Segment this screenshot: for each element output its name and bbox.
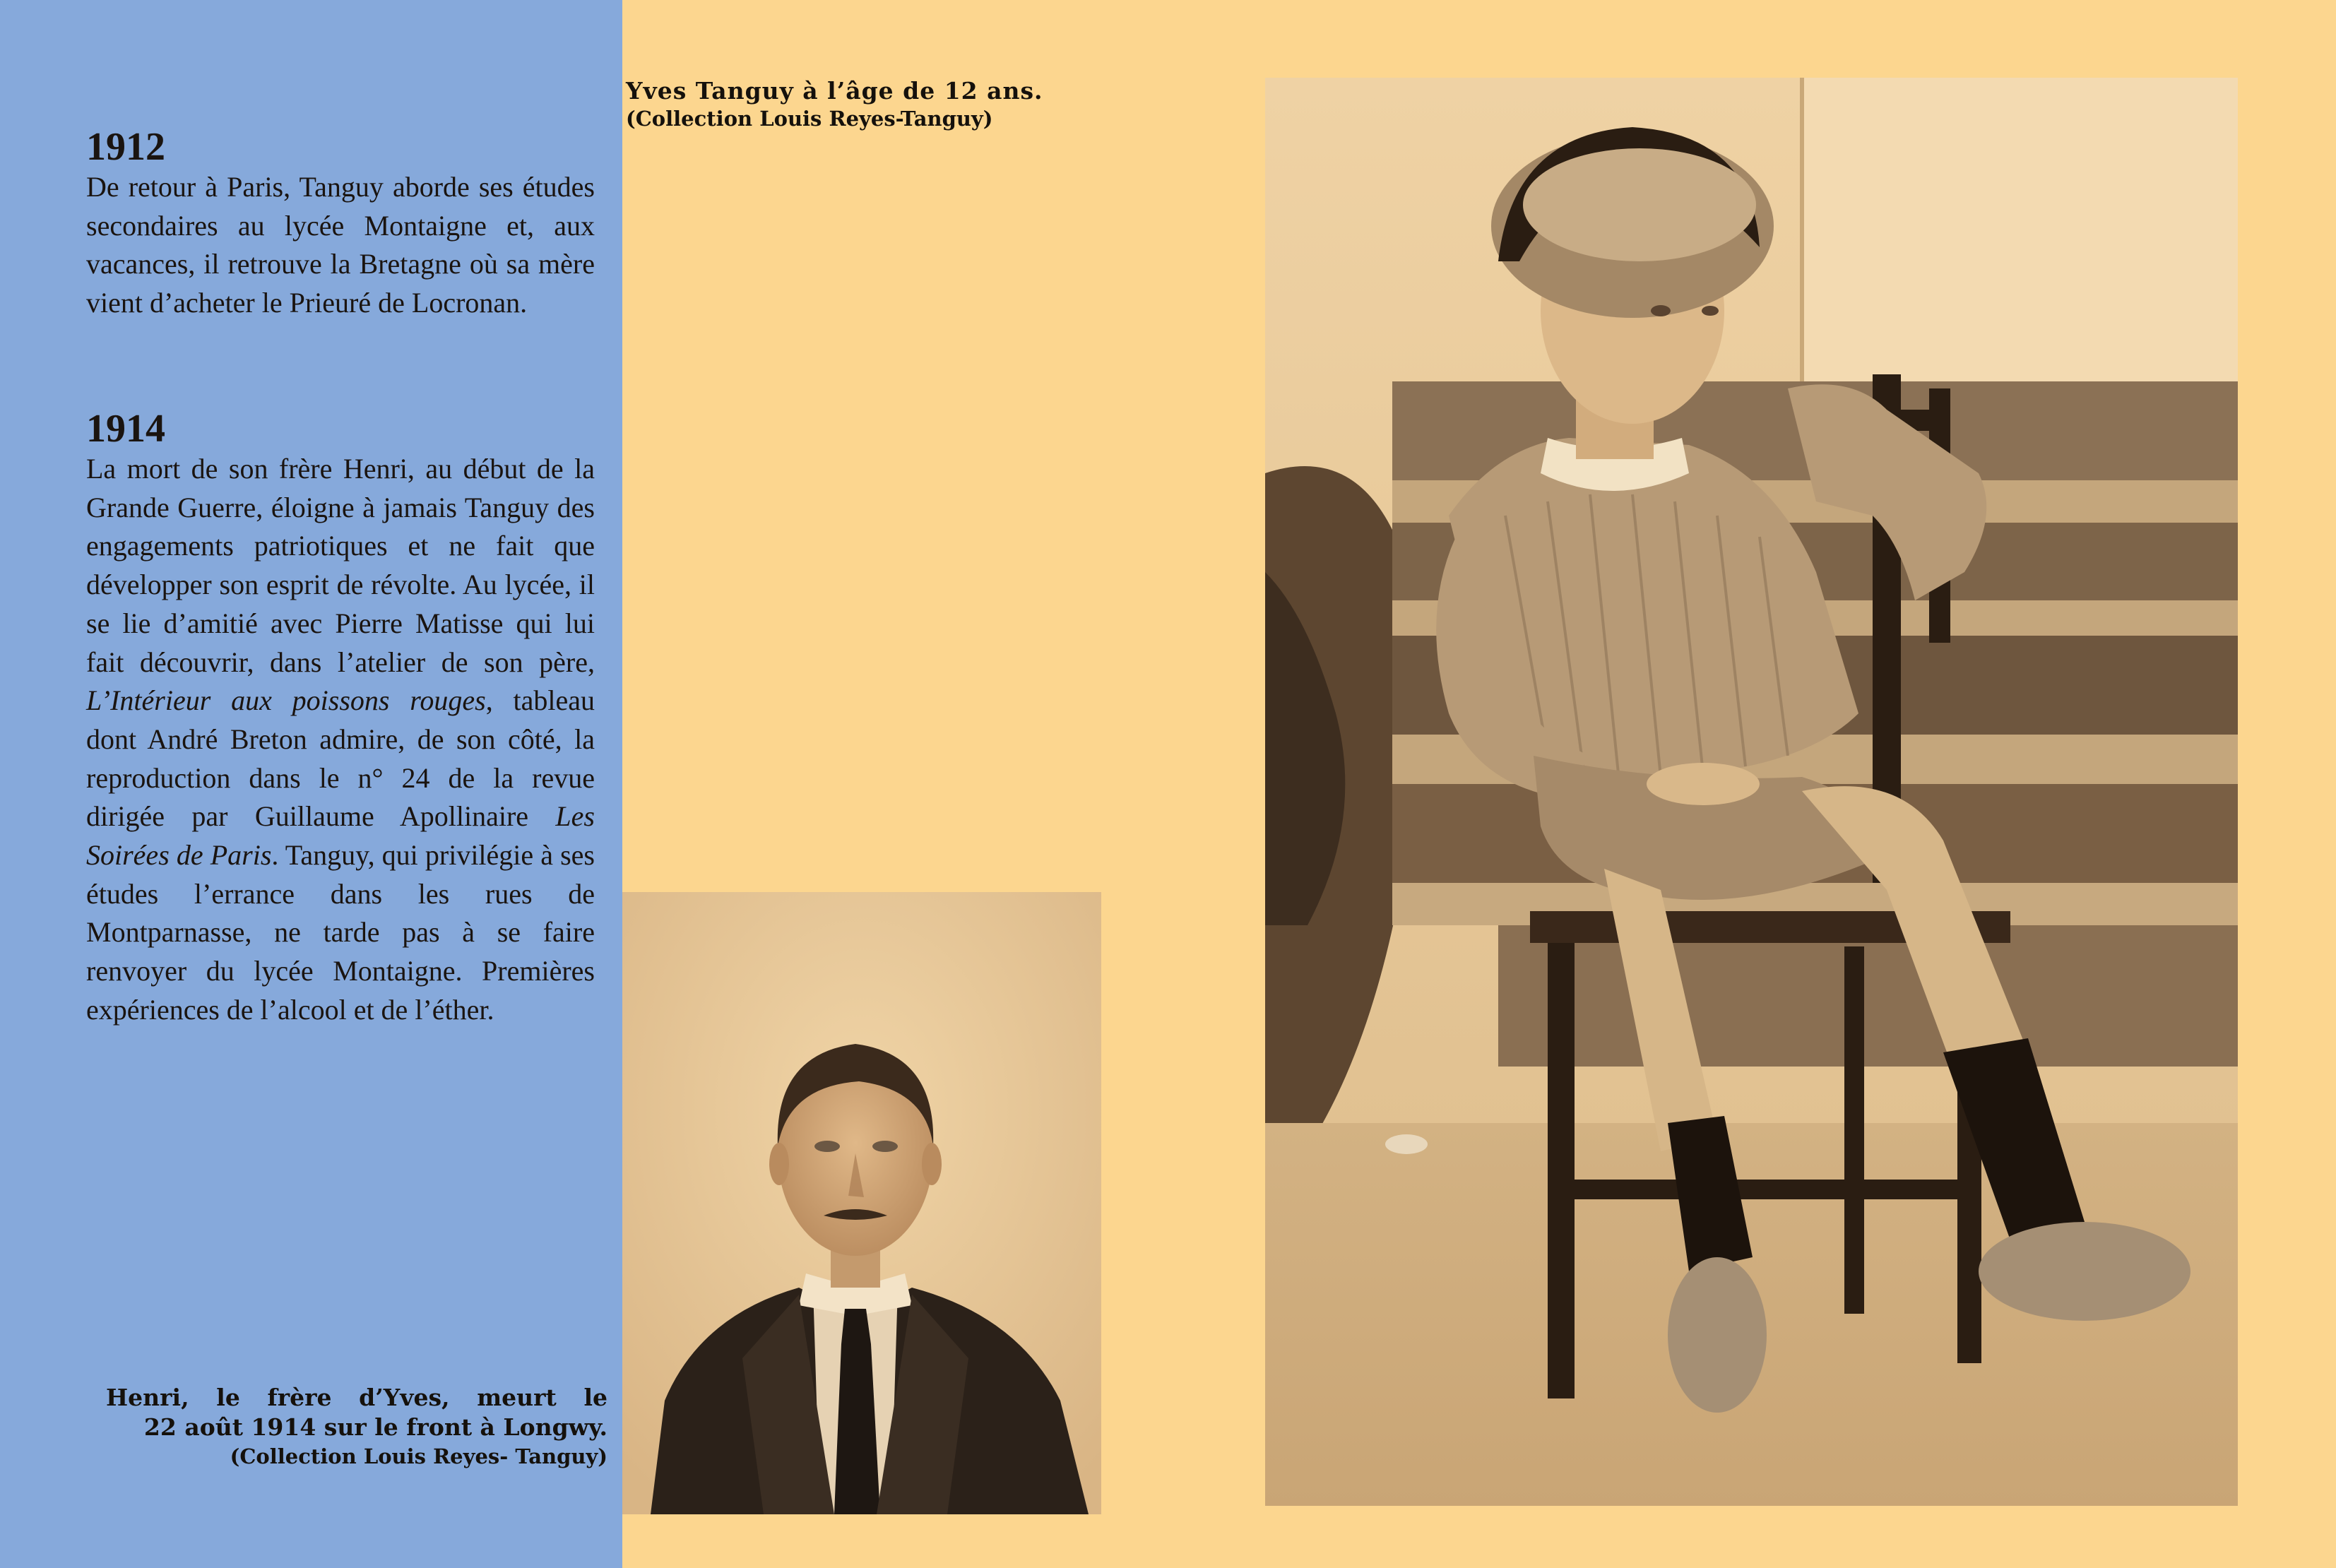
yves-caption-credit: (Collection Louis Reyes-Tanguy) [626, 107, 993, 131]
paragraph-1914-text-b: , tableau dont André Breton admire, de son côté, la reproduction dans le n° 24 de la revue dirigée par Guillaume Apollinaire [86, 684, 595, 833]
henri-photo-caption [106, 1383, 607, 1471]
chronology-1914 [86, 408, 595, 1030]
henri-caption-credit: (Collection Louis Reyes- Tanguy) [230, 1444, 607, 1468]
chronology-1912 [86, 126, 595, 323]
henri-caption-line2: 22 août 1914 sur le front à Longwy. [143, 1413, 607, 1441]
yves-child-photo [1265, 78, 2238, 1506]
yves-child-image [1265, 78, 2238, 1506]
henri-portrait-photo [622, 892, 1101, 1514]
paragraph-1914-text-c: . Tanguy, qui privilégie à ses études l’errance dans les rues de Montparnasse, ne tarde pas à se faire renvoyer du lycée Montaigne. Premières expériences de l’alcool et de l’éther. [86, 839, 595, 1026]
year-1914-heading: 1914 [86, 407, 165, 451]
yves-photo-caption [626, 76, 1078, 131]
year-1912-heading: 1912 [86, 125, 165, 169]
review-title: Les Soirées de Paris [86, 800, 595, 872]
paragraph-1912: De retour à Paris, Tanguy aborde ses études secondaires au lycée Montaigne et, aux vacances, il retrouve la Bretagne où sa mère vient d’acheter le Prieuré de Locronan. [86, 171, 595, 319]
painting-title: L’Intérieur aux poissons rouges [86, 684, 486, 717]
paragraph-1914-text-a: La mort de son frère Henri, au début de la Grande Guerre, éloigne à jamais Tanguy des engagements patriotiques et ne fait que développer son esprit de révolte. Au lycée, il se lie d’amitié avec Pierre Matisse qui lui fait découvrir, dans l’atelier de son père, [86, 453, 595, 678]
henri-portrait-image [622, 892, 1101, 1514]
henri-caption-line1: Henri, le frère d’Yves, meurt le [106, 1384, 607, 1411]
yves-caption-title: Yves Tanguy à l’âge de 12 ans. [626, 77, 1043, 105]
paragraph-1914 [86, 450, 595, 1030]
